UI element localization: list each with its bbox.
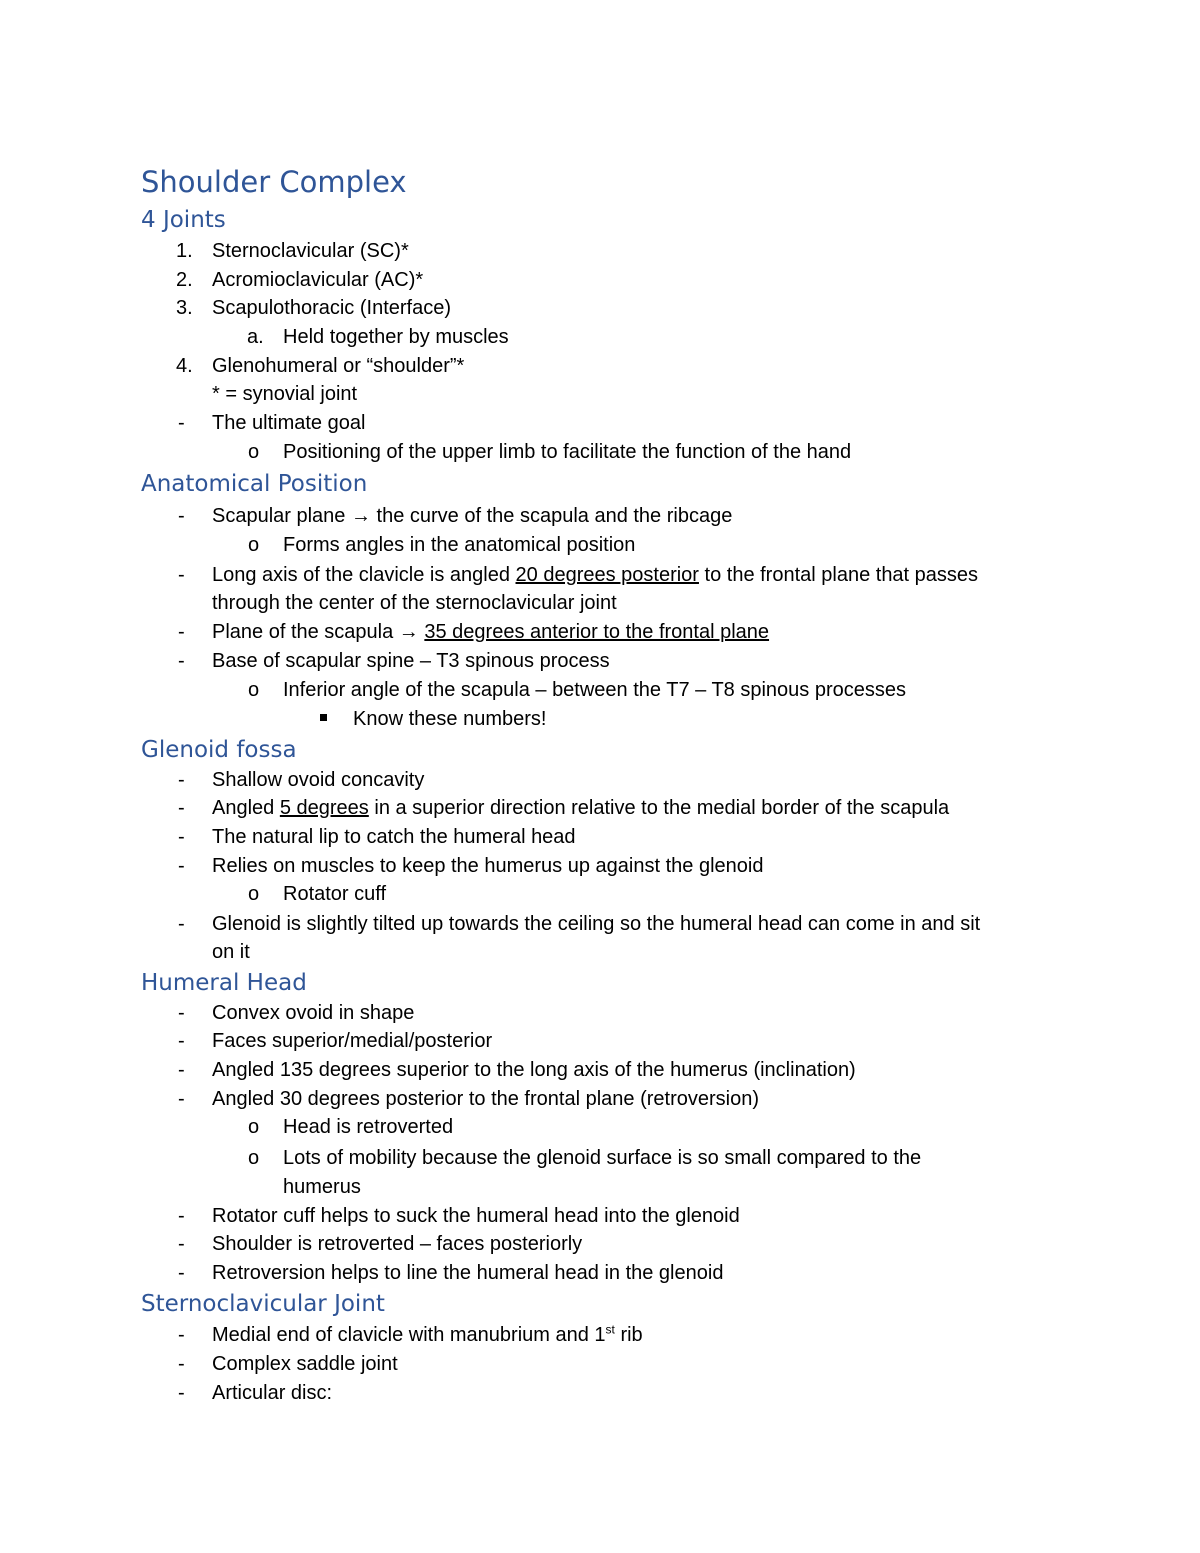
- list-item-continuation: through the center of the sternoclavicular joint: [212, 592, 617, 614]
- list-item: Sternoclavicular (SC)*: [212, 240, 409, 262]
- arrow-icon: →: [398, 621, 419, 643]
- text-run: Angled: [212, 797, 280, 819]
- list-marker: -: [178, 650, 185, 672]
- list-marker: -: [178, 621, 185, 643]
- document-title: Shoulder Complex: [141, 165, 407, 199]
- list-marker: -: [178, 1233, 185, 1255]
- list-marker: -: [178, 1059, 185, 1081]
- list-item: Positioning of the upper limb to facilitate the function of the hand: [283, 441, 852, 463]
- list-marker: o: [248, 441, 260, 463]
- list-marker: -: [178, 797, 185, 819]
- superscript: st: [605, 1322, 615, 1337]
- list-marker: -: [178, 1088, 185, 1110]
- text-run: Scapular plane: [212, 505, 351, 527]
- list-marker: -: [178, 1353, 185, 1375]
- section-heading-glenoid-fossa: Glenoid fossa: [141, 737, 297, 763]
- text-run: the curve of the scapula and the ribcage: [370, 505, 733, 527]
- list-marker: 1.: [176, 240, 193, 262]
- text-run: Medial end of clavicle with manubrium and 1: [212, 1324, 606, 1346]
- list-item: Glenoid is slightly tilted up towards the ceiling so the humeral head can come in and sit: [212, 913, 981, 935]
- list-item: Articular disc:: [212, 1382, 333, 1404]
- underlined-text: 35 degrees anterior to the frontal plane: [424, 621, 770, 643]
- list-item: [212, 794, 949, 822]
- list-marker: -: [178, 1002, 185, 1024]
- list-item: Base of scapular spine – T3 spinous process: [212, 650, 610, 672]
- list-item: Rotator cuff helps to suck the humeral head into the glenoid: [212, 1205, 740, 1227]
- list-item: Inferior angle of the scapula – between the T7 – T8 spinous processes: [283, 679, 906, 701]
- list-marker: -: [178, 505, 185, 527]
- list-item: Faces superior/medial/posterior: [212, 1030, 493, 1052]
- list-marker: -: [178, 564, 185, 586]
- list-item: Angled 30 degrees posterior to the frontal plane (retroversion): [212, 1088, 759, 1110]
- list-item: Convex ovoid in shape: [212, 1002, 415, 1024]
- list-marker: -: [178, 1382, 185, 1404]
- list-marker: o: [248, 1116, 260, 1138]
- text-run: in a superior direction relative to the medial border of the scapula: [368, 797, 950, 819]
- list-marker: o: [248, 679, 260, 701]
- list-marker: 4.: [176, 355, 193, 377]
- list-marker: o: [248, 883, 260, 905]
- list-item: Shoulder is retroverted – faces posteriorly: [212, 1233, 583, 1255]
- list-marker: -: [178, 913, 185, 935]
- text-run: Plane of the scapula: [212, 621, 399, 643]
- list-item: Rotator cuff: [283, 883, 387, 905]
- list-marker: a.: [247, 326, 264, 348]
- list-item: Shallow ovoid concavity: [212, 769, 425, 791]
- list-note: * = synovial joint: [212, 383, 358, 405]
- list-item: [212, 618, 769, 646]
- list-item: [212, 1321, 643, 1349]
- list-item: Scapulothoracic (Interface): [212, 297, 452, 319]
- list-marker: -: [178, 855, 185, 877]
- list-item: Held together by muscles: [283, 326, 509, 348]
- list-marker: -: [178, 1205, 185, 1227]
- list-marker: o: [248, 534, 260, 556]
- list-item-continuation: on it: [212, 941, 250, 963]
- arrow-icon: →: [350, 505, 371, 527]
- list-item: Complex saddle joint: [212, 1353, 398, 1375]
- section-heading-joints: 4 Joints: [141, 207, 226, 233]
- list-item-continuation: humerus: [283, 1176, 361, 1198]
- list-item: The natural lip to catch the humeral head: [212, 826, 576, 848]
- list-item: [212, 502, 732, 530]
- list-marker: -: [178, 1030, 185, 1052]
- list-marker: 2.: [176, 269, 193, 291]
- list-item: Lots of mobility because the glenoid surface is so small compared to the: [283, 1147, 922, 1169]
- list-item: Relies on muscles to keep the humerus up against the glenoid: [212, 855, 764, 877]
- list-marker: -: [178, 769, 185, 791]
- list-marker: -: [178, 1262, 185, 1284]
- list-marker: -: [178, 1324, 185, 1346]
- list-item: Acromioclavicular (AC)*: [212, 269, 424, 291]
- square-bullet-icon: [320, 714, 327, 721]
- list-item: Know these numbers!: [353, 708, 547, 730]
- list-marker: 3.: [176, 297, 193, 319]
- underlined-text: 20 degrees posterior: [515, 564, 699, 586]
- list-marker: -: [178, 826, 185, 848]
- list-item: Glenohumeral or “shoulder”*: [212, 355, 465, 377]
- list-item: [212, 561, 978, 589]
- text-run: Long axis of the clavicle is angled: [212, 564, 516, 586]
- list-item: The ultimate goal: [212, 412, 366, 434]
- section-heading-humeral-head: Humeral Head: [141, 970, 307, 996]
- list-marker: o: [248, 1147, 260, 1169]
- list-marker: -: [178, 412, 185, 434]
- text-run: to the frontal plane that passes: [698, 564, 979, 586]
- section-heading-sternoclavicular-joint: Sternoclavicular Joint: [141, 1291, 385, 1317]
- underlined-text: 5 degrees: [279, 797, 369, 819]
- list-item: Retroversion helps to line the humeral head in the glenoid: [212, 1262, 724, 1284]
- list-item: Angled 135 degrees superior to the long axis of the humerus (inclination): [212, 1059, 856, 1081]
- list-item: Forms angles in the anatomical position: [283, 534, 636, 556]
- list-item: Head is retroverted: [283, 1116, 454, 1138]
- section-heading-anatomical-position: Anatomical Position: [141, 471, 368, 497]
- text-run: rib: [614, 1324, 643, 1346]
